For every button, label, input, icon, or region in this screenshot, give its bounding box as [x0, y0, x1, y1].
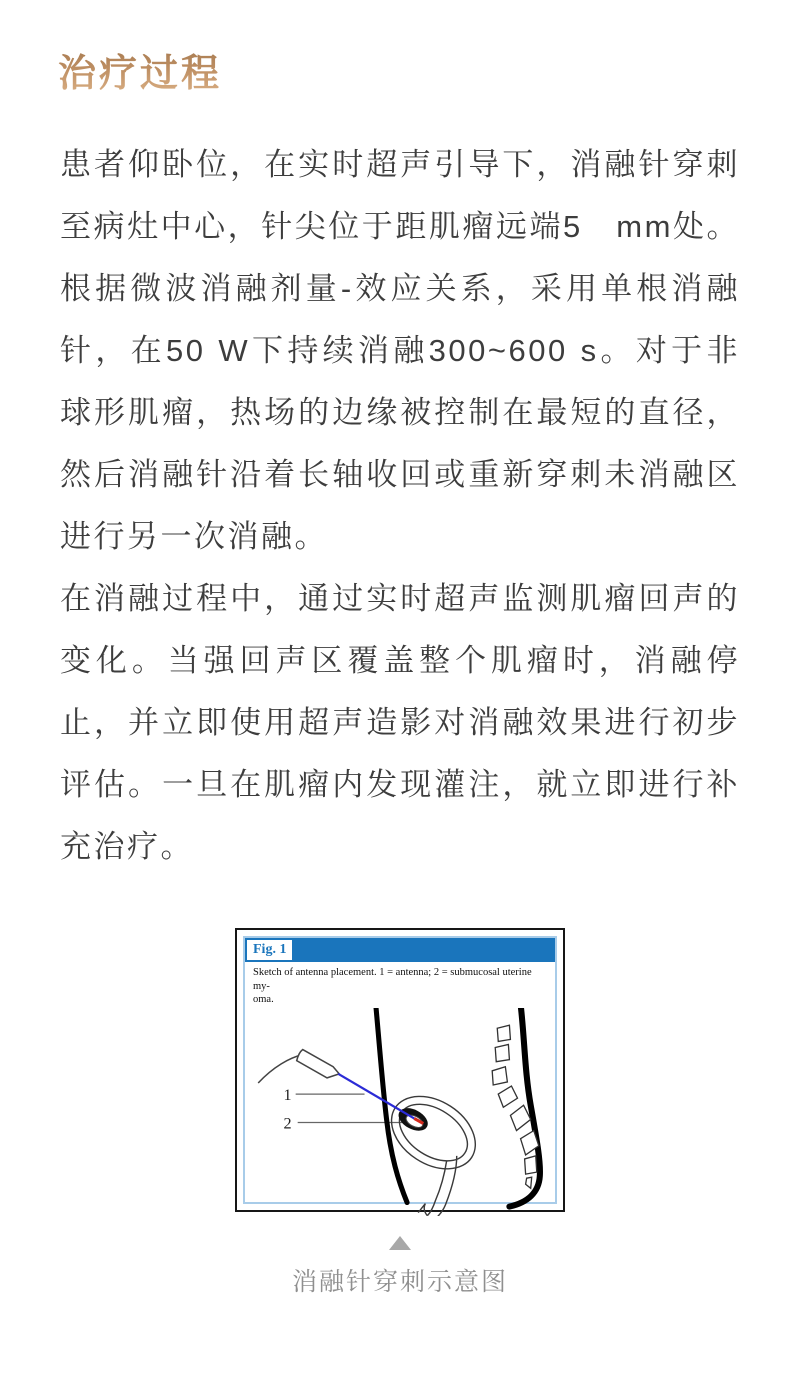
- figure-inner-frame: [243, 936, 557, 1204]
- label-myoma: 2: [283, 1114, 292, 1133]
- figure-caption-zh: 消融针穿刺示意图: [291, 1268, 508, 1296]
- skin-line: [258, 1054, 303, 1082]
- figure-caption: [245, 962, 555, 1008]
- article-body: [60, 134, 740, 878]
- article-paragraph: 在消融过程中，通过实时超声监测肌瘤回声的变化。当强回声区覆盖整个肌瘤时，消融停止，并立即使用超声造影对消融效果进行初步评估。一旦在肌瘤内发现灌注，就立即进行补充治疗。: [60, 581, 740, 864]
- label-antenna: 1: [283, 1085, 292, 1104]
- ablation-needle: [338, 1073, 414, 1118]
- up-triangle-icon: [389, 1236, 411, 1250]
- figure-header-bar: [294, 938, 555, 962]
- figure-caption-line2: oma.: [253, 994, 274, 1005]
- page-title: 治疗过程: [58, 42, 222, 97]
- uterus-outline: [378, 1081, 489, 1216]
- article-paragraph: 患者仰卧位，在实时超声引导下，消融针穿刺至病灶中心，针尖位于距肌瘤远端5 mm处。根据微波消融剂量-效应关系，采用单根消融针，在50 W下持续消融300~600 s。对于非球形肌瘤，热场的边缘被控制在最短的直径，然后消融针沿着长轴收回或重新穿刺未消融区进行另一次消融。: [60, 147, 740, 554]
- probe-shape: [297, 1049, 340, 1077]
- figure-sketch: [245, 1008, 555, 1217]
- figure-header: [245, 938, 555, 962]
- figure-caption-line1: Sketch of antenna placement. 1 = antenna; 2 = submucosal uterine my-: [253, 967, 532, 992]
- figure-1: [235, 928, 565, 1212]
- figure-label: Fig. 1: [245, 938, 294, 962]
